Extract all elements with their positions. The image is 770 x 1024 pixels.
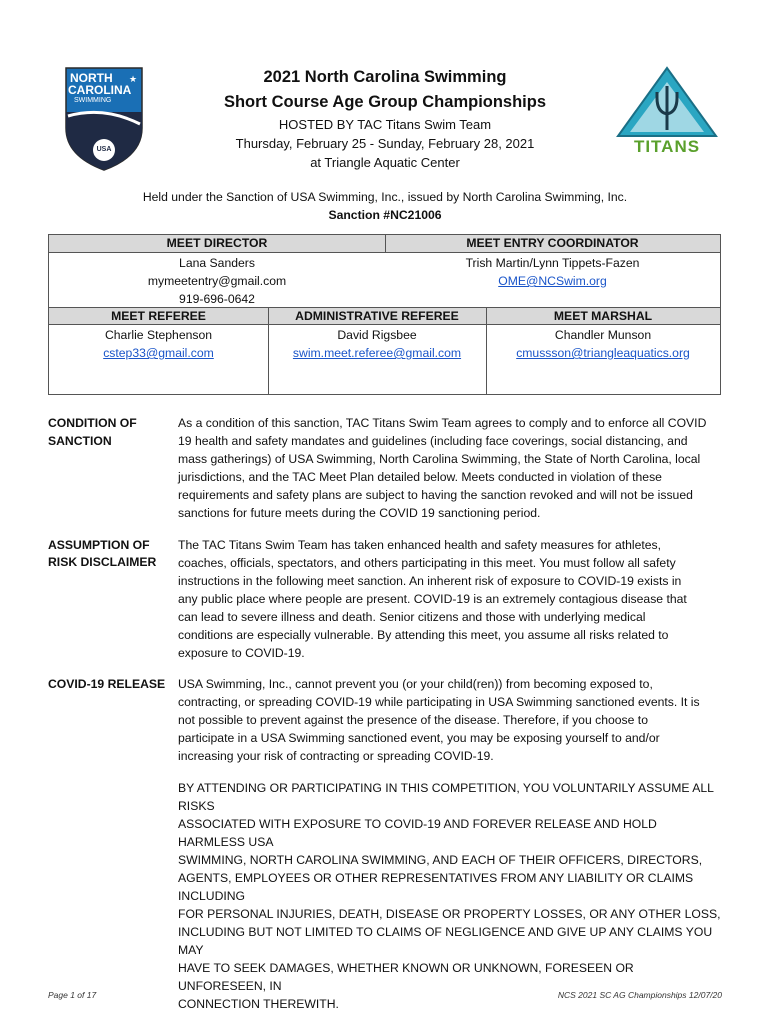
- condition-line: 19 health and safety mandates and guidelines (including face coverings, social distancing, and: [178, 434, 688, 448]
- release-line: participate in a USA Swimming sanctioned event, you may be exposing yourself to and/or: [178, 731, 660, 745]
- page-number: Page 1 of 17: [48, 990, 97, 1000]
- condition-line: mass gatherings) of USA Swimming, North Carolina Swimming, the State of North Carolina, local: [178, 452, 701, 466]
- nc-logo-line3: SWIMMING: [74, 97, 112, 104]
- meet-referee-header: MEET REFEREE: [49, 308, 268, 325]
- sanction-text: Held under the Sanction of USA Swimming, Inc., issued by North Carolina Swimming, Inc.: [142, 190, 628, 204]
- risk-line: any public place where people are present. COVID-19 is an extremely contagious disease that: [178, 592, 687, 606]
- hosted-by: HOSTED BY TAC Titans Swim Team: [278, 117, 492, 132]
- entry-coordinator-header: MEET ENTRY COORDINATOR: [385, 235, 720, 253]
- admin-referee-email-link[interactable]: swim.meet.referee@gmail.com: [292, 346, 462, 360]
- entry-coordinator-name: Trish Martin/Lynn Tippets-Fazen: [465, 256, 640, 270]
- condition-label-line2: SANCTION: [48, 434, 112, 448]
- nc-logo-line2: CAROLINA: [68, 83, 132, 97]
- admin-referee-header: ADMINISTRATIVE REFEREE: [268, 308, 486, 325]
- meet-marshal-email-link[interactable]: cmussson@triangleaquatics.org: [516, 346, 690, 360]
- risk-line: instructions in the following meet sanction. An inherent risk of exposure to COVID-19 exists in: [178, 574, 682, 588]
- condition-line: sanctions for future meets during the COVID 19 sanctioning period.: [178, 506, 541, 520]
- meet-director-name: Lana Sanders: [179, 256, 255, 270]
- release-label: COVID-19 RELEASE: [48, 677, 166, 691]
- footer-doc-id: NCS 2021 SC AG Championships 12/07/20: [557, 990, 722, 1000]
- meet-director-phone: 919-696-0642: [179, 292, 255, 306]
- risk-label-line2: RISK DISCLAIMER: [48, 555, 157, 569]
- meet-venue: at Triangle Aquatic Center: [310, 155, 460, 170]
- condition-paragraph: [178, 414, 723, 522]
- usa-badge: USA: [96, 146, 112, 153]
- titans-logo-text: TITANS: [633, 137, 701, 156]
- release-caps-line: FOR PERSONAL INJURIES, DEATH, DISEASE OR PROPERTY LOSSES, OR ANY OTHER LOSS,: [178, 907, 721, 921]
- sanction-number: Sanction #NC21006: [328, 208, 442, 222]
- release-line: USA Swimming, Inc., cannot prevent you (or your child(ren)) from becoming exposed to,: [178, 677, 653, 691]
- nc-logo-line1: NORTH: [70, 71, 113, 85]
- release-caps-line: BY ATTENDING OR PARTICIPATING IN THIS COMPETITION, YOU VOLUNTARILY ASSUME ALL RISKS: [178, 781, 714, 813]
- meet-director-email: mymeetentry@gmail.com: [147, 274, 287, 288]
- admin-referee-name: David Rigsbee: [337, 328, 417, 342]
- titans-logo: [614, 66, 720, 158]
- release-caps-line: AGENTS, EMPLOYEES OR OTHER REPRESENTATIVES FROM ANY LIABILITY OR CLAIMS INCLUDING: [178, 871, 694, 903]
- release-caps-line: INCLUDING BUT NOT LIMITED TO CLAIMS OF NEGLIGENCE AND GIVE UP ANY CLAIMS YOU MAY: [178, 925, 713, 957]
- meet-director-header: MEET DIRECTOR: [49, 235, 385, 253]
- risk-label-line1: ASSUMPTION OF: [48, 538, 150, 552]
- risk-line: coaches, officials, spectators, and others participating in this meet. You must follow all safety: [178, 556, 676, 570]
- release-line: not possible to prevent against the presence of the disease. Therefore, if you choose to: [178, 713, 648, 727]
- meet-marshal-name: Chandler Munson: [554, 328, 652, 342]
- risk-line: can lead to severe illness and death. Senior citizens and those with underlying medical: [178, 610, 646, 624]
- release-paragraph: [178, 675, 723, 765]
- release-caps-line: HAVE TO SEEK DAMAGES, WHETHER KNOWN OR UNKNOWN, FORESEEN OR UNFORESEEN, IN: [178, 961, 634, 993]
- risk-line: exposure to COVID-19.: [178, 646, 305, 660]
- title-line2: Short Course Age Group Championships: [223, 93, 547, 111]
- release-line: contracting, or spreading COVID-19 while participating in USA Swimming sanctioned events. It is: [178, 695, 700, 709]
- release-line: increasing your risk of contracting or spreading COVID-19.: [178, 749, 494, 763]
- condition-line: requirements and safety plans are subject to having the sanction revoked and will not be issued: [178, 488, 693, 502]
- risk-paragraph: [178, 536, 723, 662]
- meet-dates: Thursday, February 25 - Sunday, February 28, 2021: [235, 136, 535, 151]
- meet-referee-name: Charlie Stephenson: [104, 328, 213, 342]
- entry-coordinator-email-link[interactable]: OME@NCSwim.org: [498, 274, 607, 288]
- nc-swimming-logo: [62, 66, 146, 172]
- risk-line: conditions are especially vulnerable. By attending this meet, you assume all risks related to: [178, 628, 669, 642]
- officials-table: [48, 234, 721, 395]
- meet-referee-email-link[interactable]: cstep33@gmail.com: [103, 346, 214, 360]
- risk-line: The TAC Titans Swim Team has taken enhanced health and safety measures for athletes,: [178, 538, 662, 552]
- condition-label-line1: CONDITION OF: [48, 416, 137, 430]
- release-caps-line: ASSOCIATED WITH EXPOSURE TO COVID-19 AND FOREVER RELEASE AND HOLD HARMLESS USA: [178, 817, 657, 849]
- release-caps-paragraph: [178, 779, 723, 1013]
- svg-text:★: ★: [129, 75, 138, 85]
- meet-marshal-header: MEET MARSHAL: [486, 308, 720, 325]
- condition-line: As a condition of this sanction, TAC Titans Swim Team agrees to comply and to enforce all COVID: [178, 416, 707, 430]
- condition-line: jurisdictions, and the TAC Meet Plan detailed below. Meets conducted in violation of these: [178, 470, 662, 484]
- title-line1: 2021 North Carolina Swimming: [263, 68, 507, 86]
- release-caps-line: SWIMMING, NORTH CAROLINA SWIMMING, AND EACH OF THEIR OFFICERS, DIRECTORS,: [178, 853, 703, 867]
- release-caps-line: CONNECTION THEREWITH.: [178, 997, 339, 1011]
